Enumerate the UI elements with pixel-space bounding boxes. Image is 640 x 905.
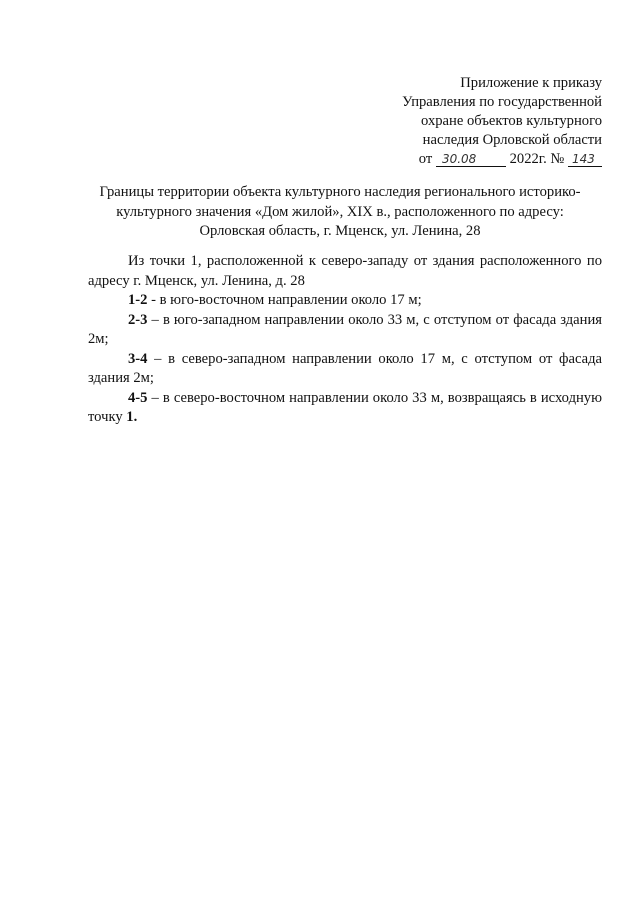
segment-points: 2-3 [128,311,148,328]
intro-paragraph: Из точки 1, расположенной к северо-западу от здания расположенного по адресу г. Мценск, ул. Ленина, д. 28 [88,253,602,289]
boundary-description [88,252,602,428]
segment-text: – в юго-западном направлении около 33 м, с отступом от фасада здания 2м; [88,311,602,347]
appendix-line-3: охране объектов культурного [421,113,602,129]
segment-paragraph [88,291,602,311]
segment-paragraph [88,350,602,389]
year-number-label: 2022г. № [509,151,565,167]
segment-points: 4-5 [128,389,148,406]
appendix-line-1: Приложение к приказу [460,75,602,91]
segment-text: – в северо-западном направлении около 17 м, с отступом от фасада здания 2м; [88,350,602,386]
segment-text: – в северо-восточном направлении около 33 м, возвращаясь в исходную точку [88,389,602,425]
segment-text: - в юго-восточном направлении около 17 м; [147,292,422,308]
handwritten-date: 30.08 [436,152,506,167]
title-line-1: Границы территории объекта культурного наследия регионального историко- [99,184,581,200]
appendix-line-4: наследия Орловской области [422,132,602,148]
segment-paragraph [88,311,602,350]
order-date-number-line [342,150,602,169]
from-label: от [418,151,433,167]
segment-points: 1-2 [128,292,148,308]
segment-end-point: 1. [126,409,138,425]
handwritten-order-number: 143 [568,152,602,167]
document-title [70,183,610,242]
title-line-3: Орловская область, г. Мценск, ул. Ленина, 28 [199,223,481,239]
title-line-2: культурного значения «Дом жилой», XIX в., расположенного по адресу: [116,203,564,220]
appendix-block [342,74,602,169]
segment-points: 3-4 [128,350,148,367]
segment-paragraph [88,389,602,428]
appendix-line-2: Управления по государственной [402,94,602,110]
